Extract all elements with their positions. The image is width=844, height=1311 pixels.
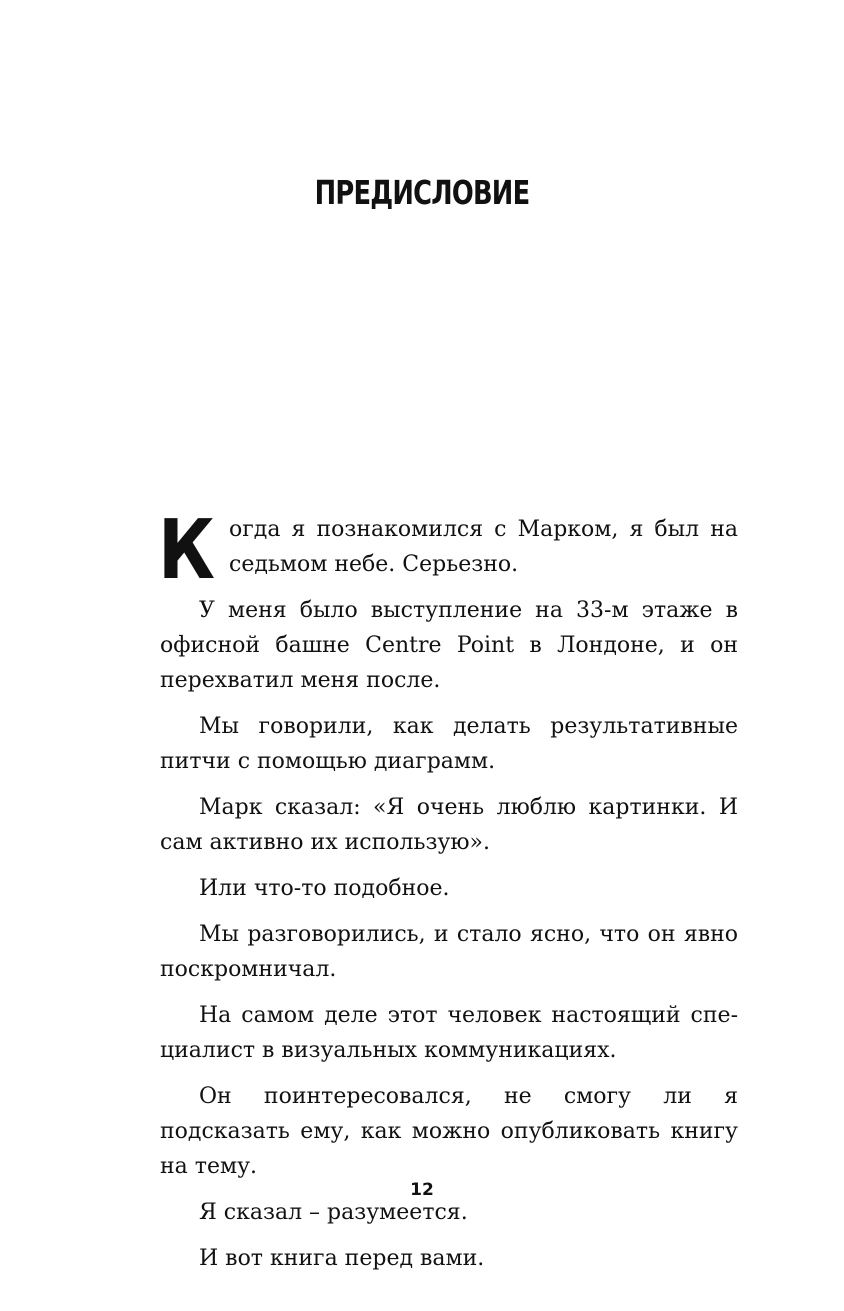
- paragraph-8: Он поинтересовался, не смогу ли я подсказать ему, как можно опубликовать книгу на тему.: [160, 1084, 738, 1179]
- drop-cap: К: [158, 503, 215, 598]
- paragraph-1: [158, 503, 738, 598]
- paragraph-10: И вот книга перед вами.: [199, 1246, 485, 1271]
- paragraph-3: Мы говорили, как делать результативные питчи с помощью диаграмм.: [160, 714, 738, 774]
- chapter-body: [158, 503, 738, 1287]
- paragraph-5: Или что-то подобное.: [199, 876, 450, 901]
- paragraph-4: Марк сказал: «Я очень люблю картинки. И сам активно их использую».: [160, 795, 738, 855]
- paragraph-1-text: огда я познакомился с Марком, я был на седьмом небе. Серьезно.: [229, 517, 738, 577]
- paragraph-9: Я сказал – разумеется.: [199, 1200, 468, 1225]
- chapter-title: ПРЕДИСЛОВИЕ: [314, 173, 530, 212]
- paragraph-6: Мы разговорились, и стало ясно, что он явно поскромничал.: [160, 922, 738, 982]
- paragraph-7: На самом деле этот человек настоящий специалист в визуальных коммуникациях.: [160, 1003, 738, 1063]
- page-number: 12: [410, 1180, 434, 1200]
- paragraph-2: У меня было выступление на 33-м этаже в офисной башне Centre Point в Лондоне, и он перехватил меня после.: [160, 598, 738, 693]
